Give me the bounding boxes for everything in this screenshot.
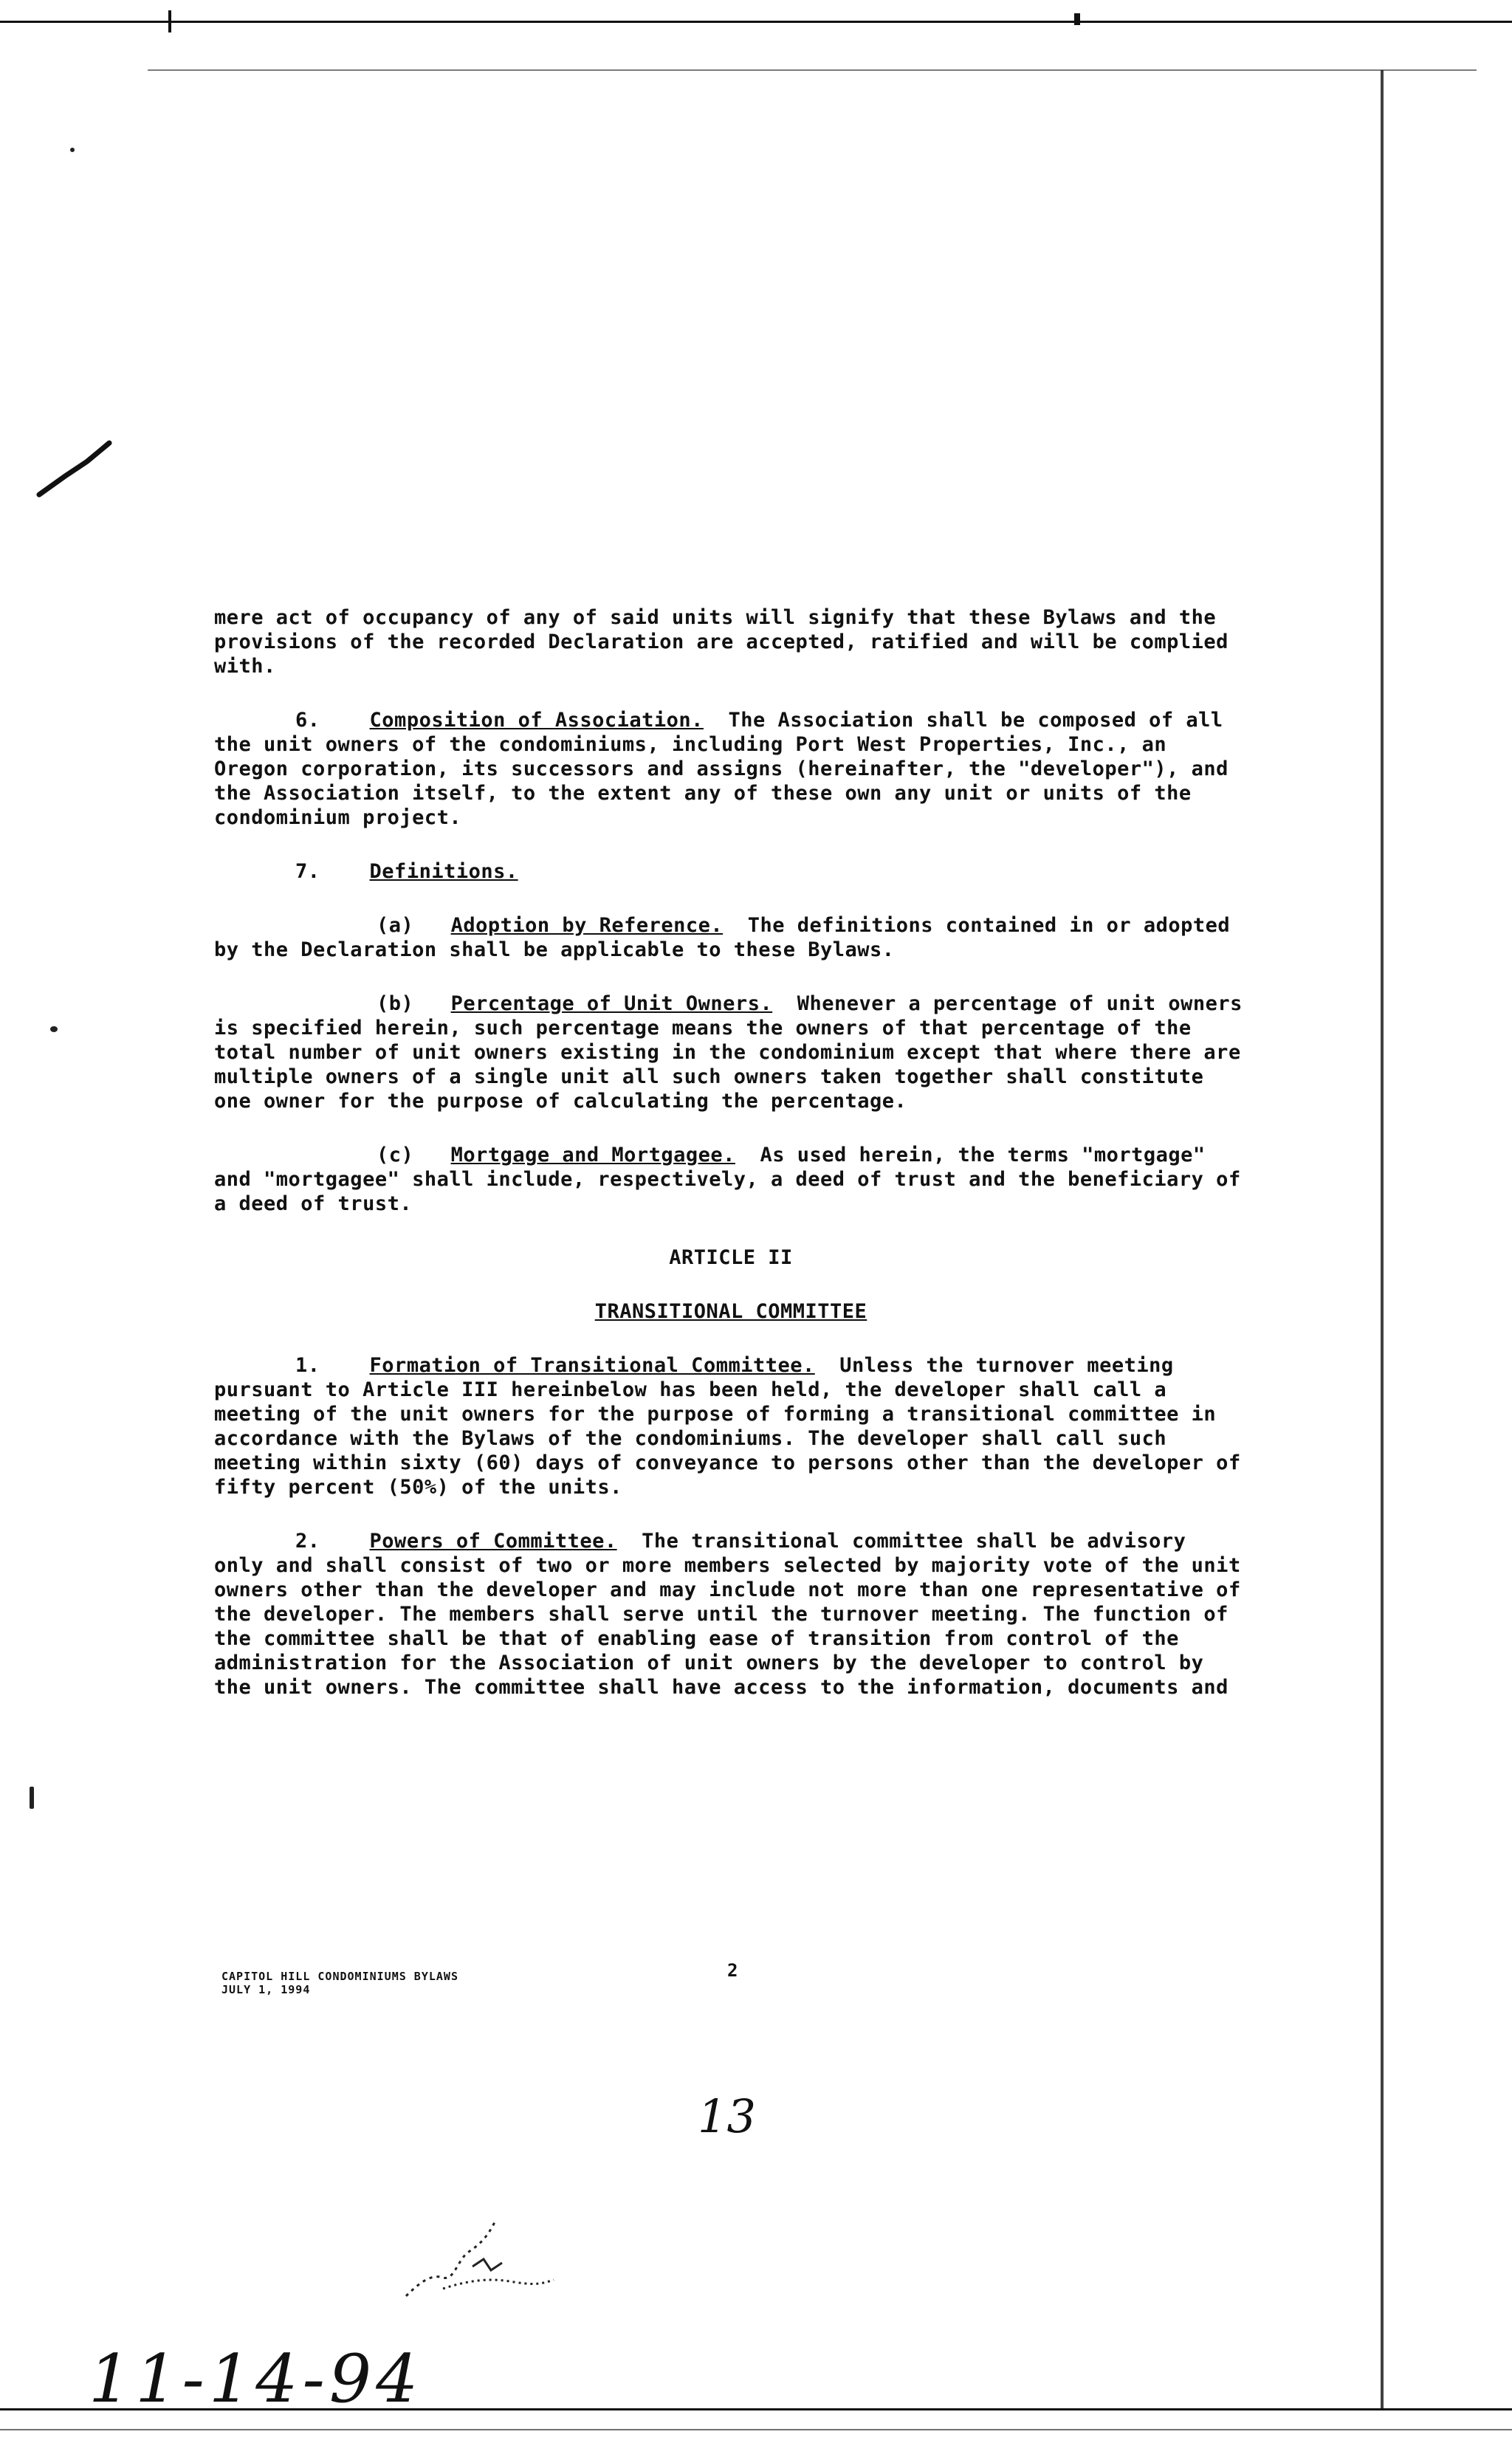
subsection-number: (b) — [377, 992, 414, 1015]
page-number: 2 — [727, 1960, 738, 1981]
document-body — [214, 605, 1248, 1729]
scan-bottom-rule-2 — [0, 2429, 1512, 2430]
document-footer — [221, 1970, 458, 1996]
section-heading: Composition of Association. — [369, 709, 704, 732]
subsection-text: As used herein, the terms "mortgage" and "mortgagee" shall include, respectively, a deed of trust and the beneficiary of a deed of trust. — [214, 1144, 1241, 1215]
subsection-heading: Adoption by Reference. — [450, 914, 724, 937]
article-title — [214, 1245, 1248, 1270]
section-number: 7. — [295, 860, 320, 883]
section-heading: Powers of Committee. — [369, 1530, 617, 1553]
section-heading: Formation of Transitional Committee. — [369, 1354, 815, 1377]
scan-speck — [70, 148, 75, 152]
subsection-adoption — [214, 913, 1248, 962]
section-number: 1. — [295, 1354, 320, 1377]
section-text: Unless the turnover meeting pursuant to Article III hereinbelow has been held, the developer shall call a meeting of the unit owners for the purpose of forming a transitional committee in accordance with the Bylaws of the condominiums. The developer shall call such meeting within sixty (60) days of conveyance to persons other than the developer of fifty percent (50%) of the units. — [214, 1354, 1241, 1499]
footer-date: JULY 1, 1994 — [221, 1983, 311, 1996]
subsection-heading: Percentage of Unit Owners. — [450, 992, 773, 1015]
section-composition — [214, 708, 1248, 830]
subsection-number: (a) — [377, 914, 414, 937]
subsection-text: Whenever a percentage of unit owners is specified herein, such percentage means the owners of that percentage of the total number of unit owners existing in the condominium except that where there are multiple owners of a single unit all such owners taken together shall constitute one owner for the purpose of calculating the percentage. — [214, 992, 1243, 1113]
section-number: 6. — [295, 709, 320, 732]
article-title-text: ARTICLE II — [669, 1246, 793, 1269]
section-formation — [214, 1353, 1248, 1499]
subsection-percentage — [214, 992, 1248, 1113]
article-subtitle-text: TRANSITIONAL COMMITTEE — [594, 1300, 867, 1323]
scan-speck — [50, 1026, 58, 1032]
handwritten-date: 11-14-94 — [89, 2340, 423, 2418]
scan-right-rule — [1381, 70, 1384, 2410]
subsection-heading: Mortgage and Mortgagee. — [450, 1144, 735, 1166]
paragraph-text: mere act of occupancy of any of said units will signify that these Bylaws and the provisions of the recorded Declaration are accepted, ratified and will be complied with. — [214, 606, 1228, 678]
handwritten-page-mark: 13 — [698, 2089, 756, 2143]
article-subtitle — [214, 1299, 1248, 1324]
section-number: 2. — [295, 1530, 320, 1553]
scan-top-rule — [0, 21, 1512, 23]
margin-pen-mark — [35, 436, 117, 502]
footer-title: CAPITOL HILL CONDOMINIUMS BYLAWS — [221, 1970, 458, 1983]
section-definitions — [214, 859, 1248, 884]
subsection-text: The definitions contained in or adopted by the Declaration shall be applicable to these Bylaws. — [214, 914, 1231, 961]
section-heading: Definitions. — [369, 860, 518, 883]
section-text: The transitional committee shall be advisory only and shall consist of two or more members selected by majority vote of the unit owners other than the developer and may include not more than one representative of the developer. The members shall serve until the turnover meeting. The function of the committee shall be that of enabling ease of transition from control of the administration for the Association of unit owners by the developer to control by the unit owners. The committee shall have access to the information, documents and — [214, 1530, 1241, 1699]
section-text: The Association shall be composed of all the unit owners of the condominiums, including Port West Properties, Inc., an Oregon corporation, its successors and assigns (hereinafter, the "developer"), and the Association itself, to the extent any of these own any unit or units of the condominium project. — [214, 709, 1228, 829]
signature-scribble — [399, 2207, 568, 2311]
scan-tick-mark — [168, 10, 171, 32]
subsection-number: (c) — [377, 1144, 414, 1166]
body-paragraph — [214, 605, 1248, 678]
scan-tick-mark — [1074, 13, 1080, 25]
scan-top-rule-2 — [148, 69, 1477, 71]
section-powers — [214, 1529, 1248, 1700]
scan-speck — [30, 1787, 34, 1809]
subsection-mortgage — [214, 1143, 1248, 1216]
